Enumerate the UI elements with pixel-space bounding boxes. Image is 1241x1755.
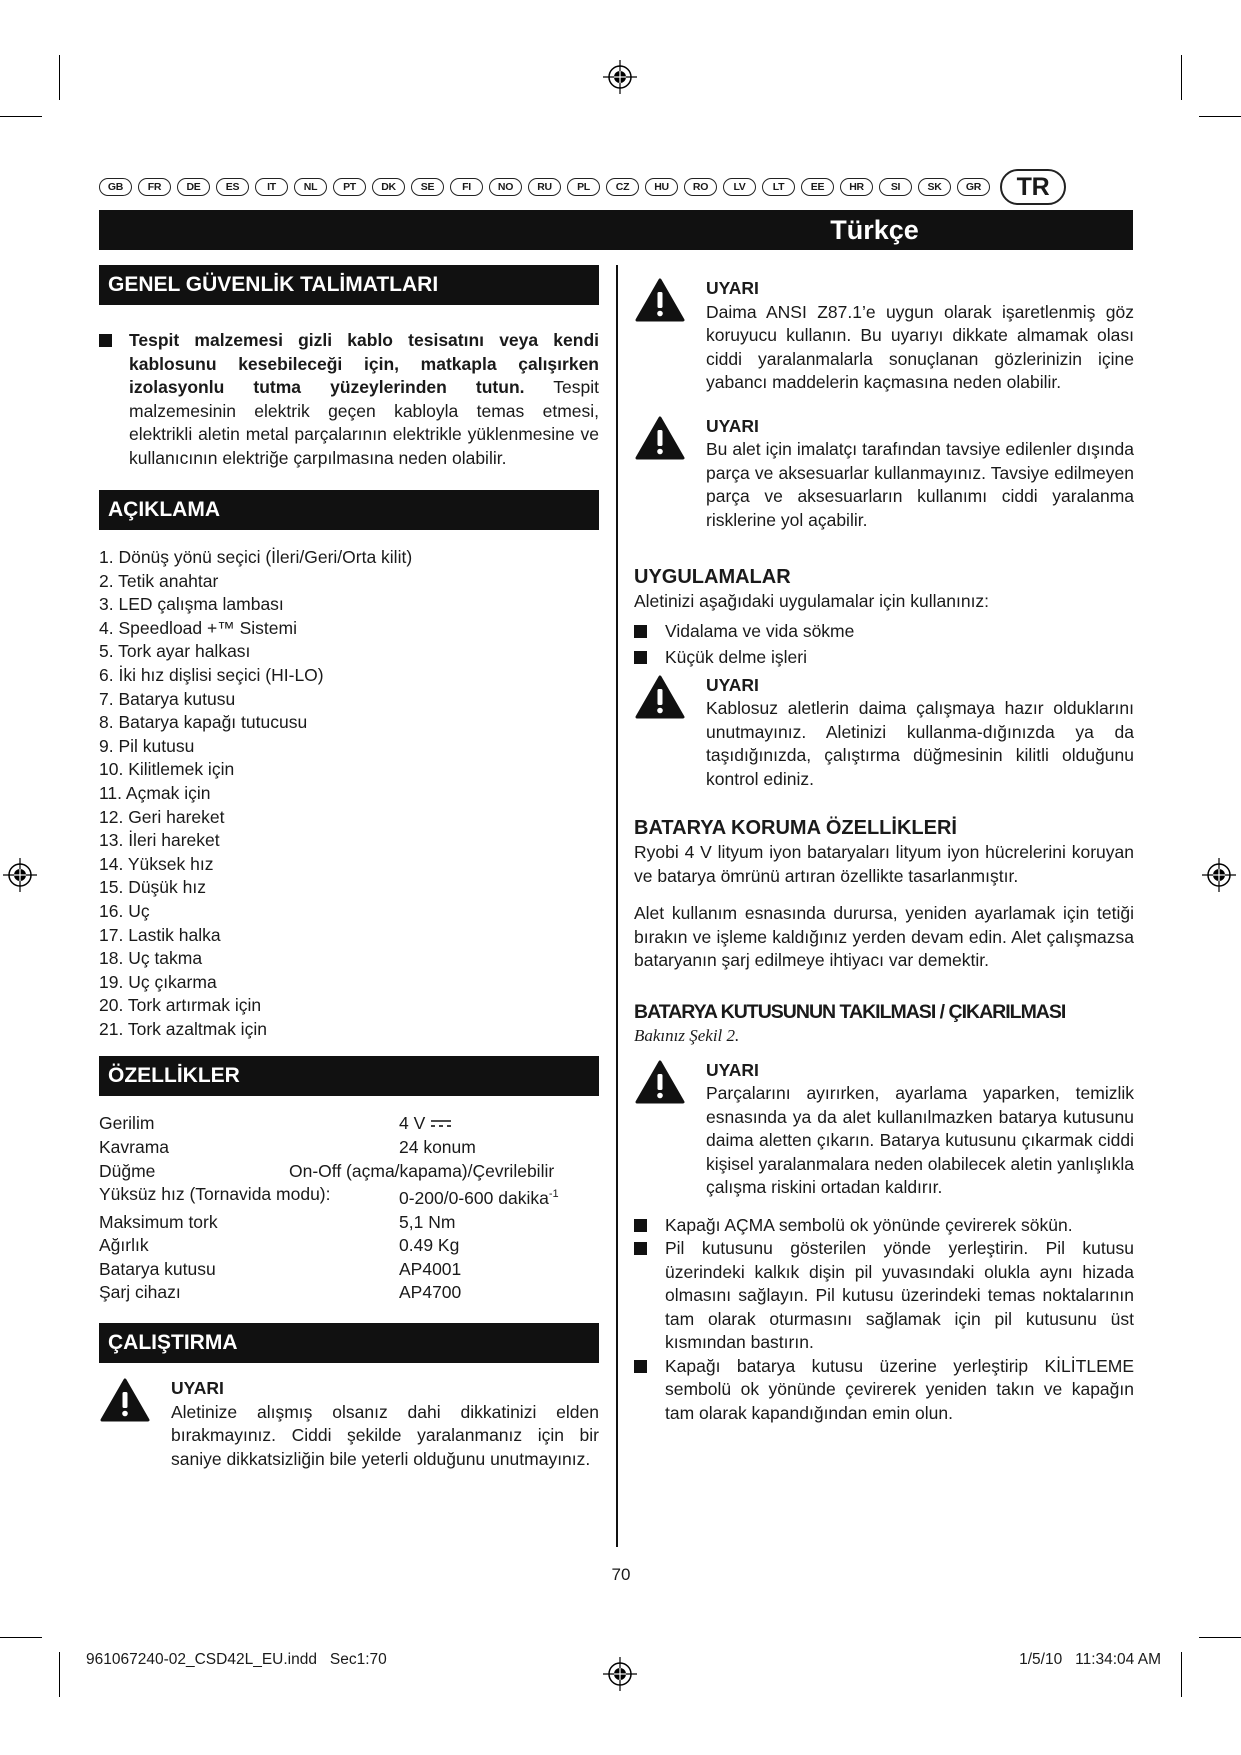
applications-intro: Aletinizi aşağıdaki uygulamalar için kullanınız:	[634, 591, 990, 611]
language-badge: NO	[489, 178, 522, 196]
crop-mark	[1199, 1637, 1241, 1638]
warning-text: Parçalarını ayırırken, ayarlama yaparken, temizlik esnasında ya da alet kullanılmazken batarya kutusunu daima aletten çıkarın. Batarya kutusunu çıkarmak ciddi kişisel yaralanmalara neden olabilecek aletin yanlışlıkla çalışma riskini ortadan kaldırır.	[706, 1083, 1135, 1197]
bullet-square-icon	[634, 651, 647, 664]
language-badge: RU	[528, 178, 561, 196]
language-badge: NL	[294, 178, 327, 196]
footer-file-info: 961067240-02_CSD42L_EU.indd Sec1:70	[86, 1651, 387, 1668]
safety-item	[99, 329, 599, 470]
section-heading: ÇALIŞTIRMA	[99, 1323, 599, 1363]
active-language-badge: TR	[1000, 169, 1066, 205]
bullet-square-icon	[634, 1219, 647, 1232]
language-badge: FI	[450, 178, 483, 196]
list-item: Küçük delme işleri	[634, 646, 1134, 670]
warning-title: UYARI	[706, 1059, 759, 1080]
registration-mark-icon	[1202, 858, 1236, 892]
page-title-bar	[99, 210, 1133, 250]
language-badge: HU	[645, 178, 678, 196]
bullet-square-icon	[634, 1242, 647, 1255]
language-badge: HR	[840, 178, 873, 196]
language-badge: FR	[138, 178, 171, 196]
spec-value: 24 konum	[399, 1137, 476, 1158]
spec-value: 4 V	[399, 1112, 452, 1136]
list-item: 16. Uç	[99, 900, 150, 921]
list-item: 20. Tork artırmak için	[99, 995, 262, 1016]
bullet-square-icon	[634, 1360, 647, 1373]
paragraph: Alet kullanım esnasında durursa, yeniden ayarlamak için tetiği bırakın ve işleme kaldığınız yerden devam edin. Alet çalışmazsa bataryanın şarj edilmeye ihtiyacı var demektir.	[634, 903, 1134, 970]
language-badge: LT	[762, 178, 795, 196]
warning-text: Daima ANSI Z87.1’e uygun olarak işaretlenmiş göz koruyucu kullanın. Bu uyarıyı dikkate almamak olası ciddi yaralanmalarla sonuçlanan gözlerinizin içine yabancı maddelerin kaçmasına neden olabilir.	[706, 301, 1134, 392]
page-number: 70	[611, 1565, 631, 1584]
warning-triangle-icon	[634, 277, 686, 323]
list-item: 10. Kilitlemek için	[99, 759, 235, 780]
list-item: 8. Batarya kapağı tutucusu	[99, 712, 308, 733]
section-heading: BATARYA KUTUSUNUN TAKILMASI / ÇIKARILMASI	[634, 1000, 1066, 1023]
spec-key: Maksimum tork	[99, 1211, 218, 1232]
language-badge: PL	[567, 178, 600, 196]
paragraph: Ryobi 4 V lityum iyon bataryaları lityum iyon hücrelerini koruyan ve batarya ömrünü artıran özellikte tasarlanmıştır.	[634, 842, 1134, 886]
page-title: Türkçe	[830, 214, 919, 245]
warning-triangle-icon	[99, 1377, 151, 1423]
section-heading: ÖZELLİKLER	[99, 1056, 599, 1096]
spec-key: Yüksüz hız (Tornavida modu):	[99, 1184, 331, 1205]
language-badge: SI	[879, 178, 912, 196]
language-badge: SE	[411, 178, 444, 196]
language-badge: EE	[801, 178, 834, 196]
warning-triangle-icon	[634, 674, 686, 720]
list-item: 15. Düşük hız	[99, 877, 206, 898]
warning-block	[634, 674, 1134, 792]
crop-mark	[1199, 116, 1241, 117]
footer-timestamp: 1/5/10 11:34:04 AM	[1019, 1651, 1161, 1668]
instruction-list	[634, 1214, 1134, 1426]
registration-mark-icon	[603, 60, 637, 94]
crop-mark	[1181, 55, 1182, 100]
language-badge: GB	[99, 178, 132, 196]
language-badge: RO	[684, 178, 717, 196]
spec-value: On-Off (açma/kapama)/Çevrilebilir	[289, 1160, 555, 1181]
list-item: Vidalama ve vida sökme	[634, 620, 1134, 644]
crop-mark	[0, 1637, 42, 1638]
warning-block	[634, 1059, 1134, 1200]
warning-triangle-icon	[634, 1059, 686, 1105]
language-badge: GR	[957, 178, 990, 196]
crop-mark	[59, 1652, 60, 1697]
list-item: 1. Dönüş yönü seçici (İleri/Geri/Orta kilit)	[99, 547, 413, 567]
list-item: 4. Speedload +™ Sistemi	[99, 617, 297, 638]
list-item: 14. Yüksek hız	[99, 853, 214, 874]
section-heading: BATARYA KORUMA ÖZELLİKLERİ	[634, 817, 957, 839]
list-item: 18. Uç takma	[99, 948, 203, 969]
list-item: 9. Pil kutusu	[99, 735, 195, 756]
spec-row	[99, 1112, 599, 1136]
warning-title: UYARI	[171, 1378, 224, 1399]
list-item: Kapağı batarya kutusu üzerine yerleştirip KİLİTLEME sembolü ok yönünde çevirerek yeniden takın ve kapağın tam olarak kapandığından emin olun.	[634, 1355, 1134, 1426]
spec-key: Batarya kutusu	[99, 1258, 216, 1279]
bullet-square-icon	[99, 334, 112, 347]
list-item: 3. LED çalışma lambası	[99, 594, 284, 615]
spec-row	[99, 1211, 599, 1235]
warning-title: UYARI	[706, 415, 759, 436]
spec-value: AP4001	[399, 1258, 462, 1279]
spec-table	[99, 1112, 599, 1305]
warning-text: Aletinize alışmış olsanız dahi dikkatinizi elden bırakmayınız. Ciddi şekilde yaralanmanız için bir saniye dikkatsizliğin bile yeterli olduğunu unutmayınız.	[171, 1401, 599, 1469]
language-badge: IT	[255, 178, 288, 196]
spec-key: Gerilim	[99, 1113, 155, 1134]
language-badge: CZ	[606, 178, 639, 196]
warning-title: UYARI	[706, 674, 759, 695]
crop-mark	[0, 116, 42, 117]
spec-value: 5,1 Nm	[399, 1211, 456, 1232]
language-badge: DK	[372, 178, 405, 196]
warning-block	[634, 277, 1134, 395]
list-item: 17. Lastik halka	[99, 924, 221, 945]
list-item: 13. İleri hareket	[99, 830, 220, 851]
language-bar	[99, 169, 1133, 205]
figure-reference: Bakınız Şekil 2.	[634, 1025, 740, 1045]
list-item: Pil kutusunu gösterilen yönde yerleştirin. Pil kutusu üzerindeki kalkık dişin pil yuvasındaki olukla aynı hizada olmasını sağlayın. Pil kutusu üzerindeki temas noktalarının tam olarak oturmasını sağlamak için pil kutusunu üst kısmından bastırın.	[634, 1237, 1134, 1355]
parts-list	[99, 546, 599, 1041]
list-item: 21. Tork azaltmak için	[99, 1018, 267, 1039]
spec-row	[99, 1281, 599, 1305]
spec-key: Kavrama	[99, 1137, 170, 1158]
warning-title: UYARI	[706, 278, 759, 298]
list-item: 11. Açmak için	[99, 782, 211, 803]
spec-row	[99, 1183, 599, 1210]
spec-row	[99, 1136, 599, 1160]
spec-key: Düğme	[99, 1160, 156, 1181]
list-item: Kapağı AÇMA sembolü ok yönünde çevirerek sökün.	[634, 1214, 1134, 1238]
spec-value: AP4700	[399, 1282, 462, 1303]
safety-bold-text: Tespit malzemesi gizli kablo tesisatını veya kendi kablosunu kesebileceği için, matkapla çalışırken izolasyonlu tutma yüzeylerinden tutun.	[129, 330, 599, 397]
left-column	[99, 265, 599, 1471]
section-heading: GENEL GÜVENLİK TALİMATLARI	[99, 265, 599, 305]
right-column	[634, 265, 1134, 1425]
registration-mark-icon	[603, 1657, 637, 1691]
language-badge: LV	[723, 178, 756, 196]
warning-triangle-icon	[634, 415, 686, 461]
crop-mark	[1181, 1652, 1182, 1697]
section-heading: UYGULAMALAR	[634, 566, 791, 588]
spec-value: 0-200/0-600 dakika$^{-1}$	[399, 1188, 559, 1209]
list-item: 2. Tetik anahtar	[99, 570, 219, 591]
spec-key: Şarj cihazı	[99, 1282, 181, 1303]
spec-key: Ağırlık	[99, 1235, 149, 1256]
warning-text: Bu alet için imalatçı tarafından tavsiye edilenler dışında parça ve aksesuarlar kullanmayınız. Tavsiye edilmeyen parça ve aksesuarların kullanımı ciddi yaralanma risklerine yol açabilir.	[706, 439, 1134, 530]
language-badge: PT	[333, 178, 366, 196]
list-item: 19. Uç çıkarma	[99, 971, 217, 992]
warning-text: Kablosuz aletlerin daima çalışmaya hazır olduklarını unutmayınız. Aletinizi kullanma-dığınızda ya da taşıdığınızda, çalıştırma düğmesinin kilitli olduğunu kontrol ediniz.	[706, 698, 1134, 789]
column-divider	[616, 265, 618, 1547]
crop-mark	[59, 55, 60, 100]
list-item: 12. Geri hareket	[99, 806, 225, 827]
section-heading: AÇIKLAMA	[99, 490, 599, 530]
list-item: 5. Tork ayar halkası	[99, 641, 251, 662]
spec-value: 0.49 Kg	[399, 1235, 460, 1256]
spec-row	[99, 1258, 599, 1282]
list-item: 6. İki hız dişlisi seçici (HI-LO)	[99, 664, 324, 685]
registration-mark-icon	[3, 858, 37, 892]
bullet-square-icon	[634, 625, 647, 638]
list-item: 7. Batarya kutusu	[99, 688, 236, 709]
spec-row	[99, 1234, 599, 1258]
spec-row	[99, 1160, 599, 1184]
dc-voltage-icon	[430, 1117, 452, 1129]
safety-text: Tespit malzemesinin elektrik geçen kabloyla temas etmesi, elektrikli aletin metal parçalarının elektrikle yüklenmesine ve kullanıcının elektriğe çarpılmasına neden olabilir.	[129, 377, 600, 468]
warning-block	[634, 415, 1134, 533]
language-badge: ES	[216, 178, 249, 196]
language-badge: DE	[177, 178, 210, 196]
language-badge: SK	[918, 178, 951, 196]
warning-block	[99, 1377, 599, 1471]
